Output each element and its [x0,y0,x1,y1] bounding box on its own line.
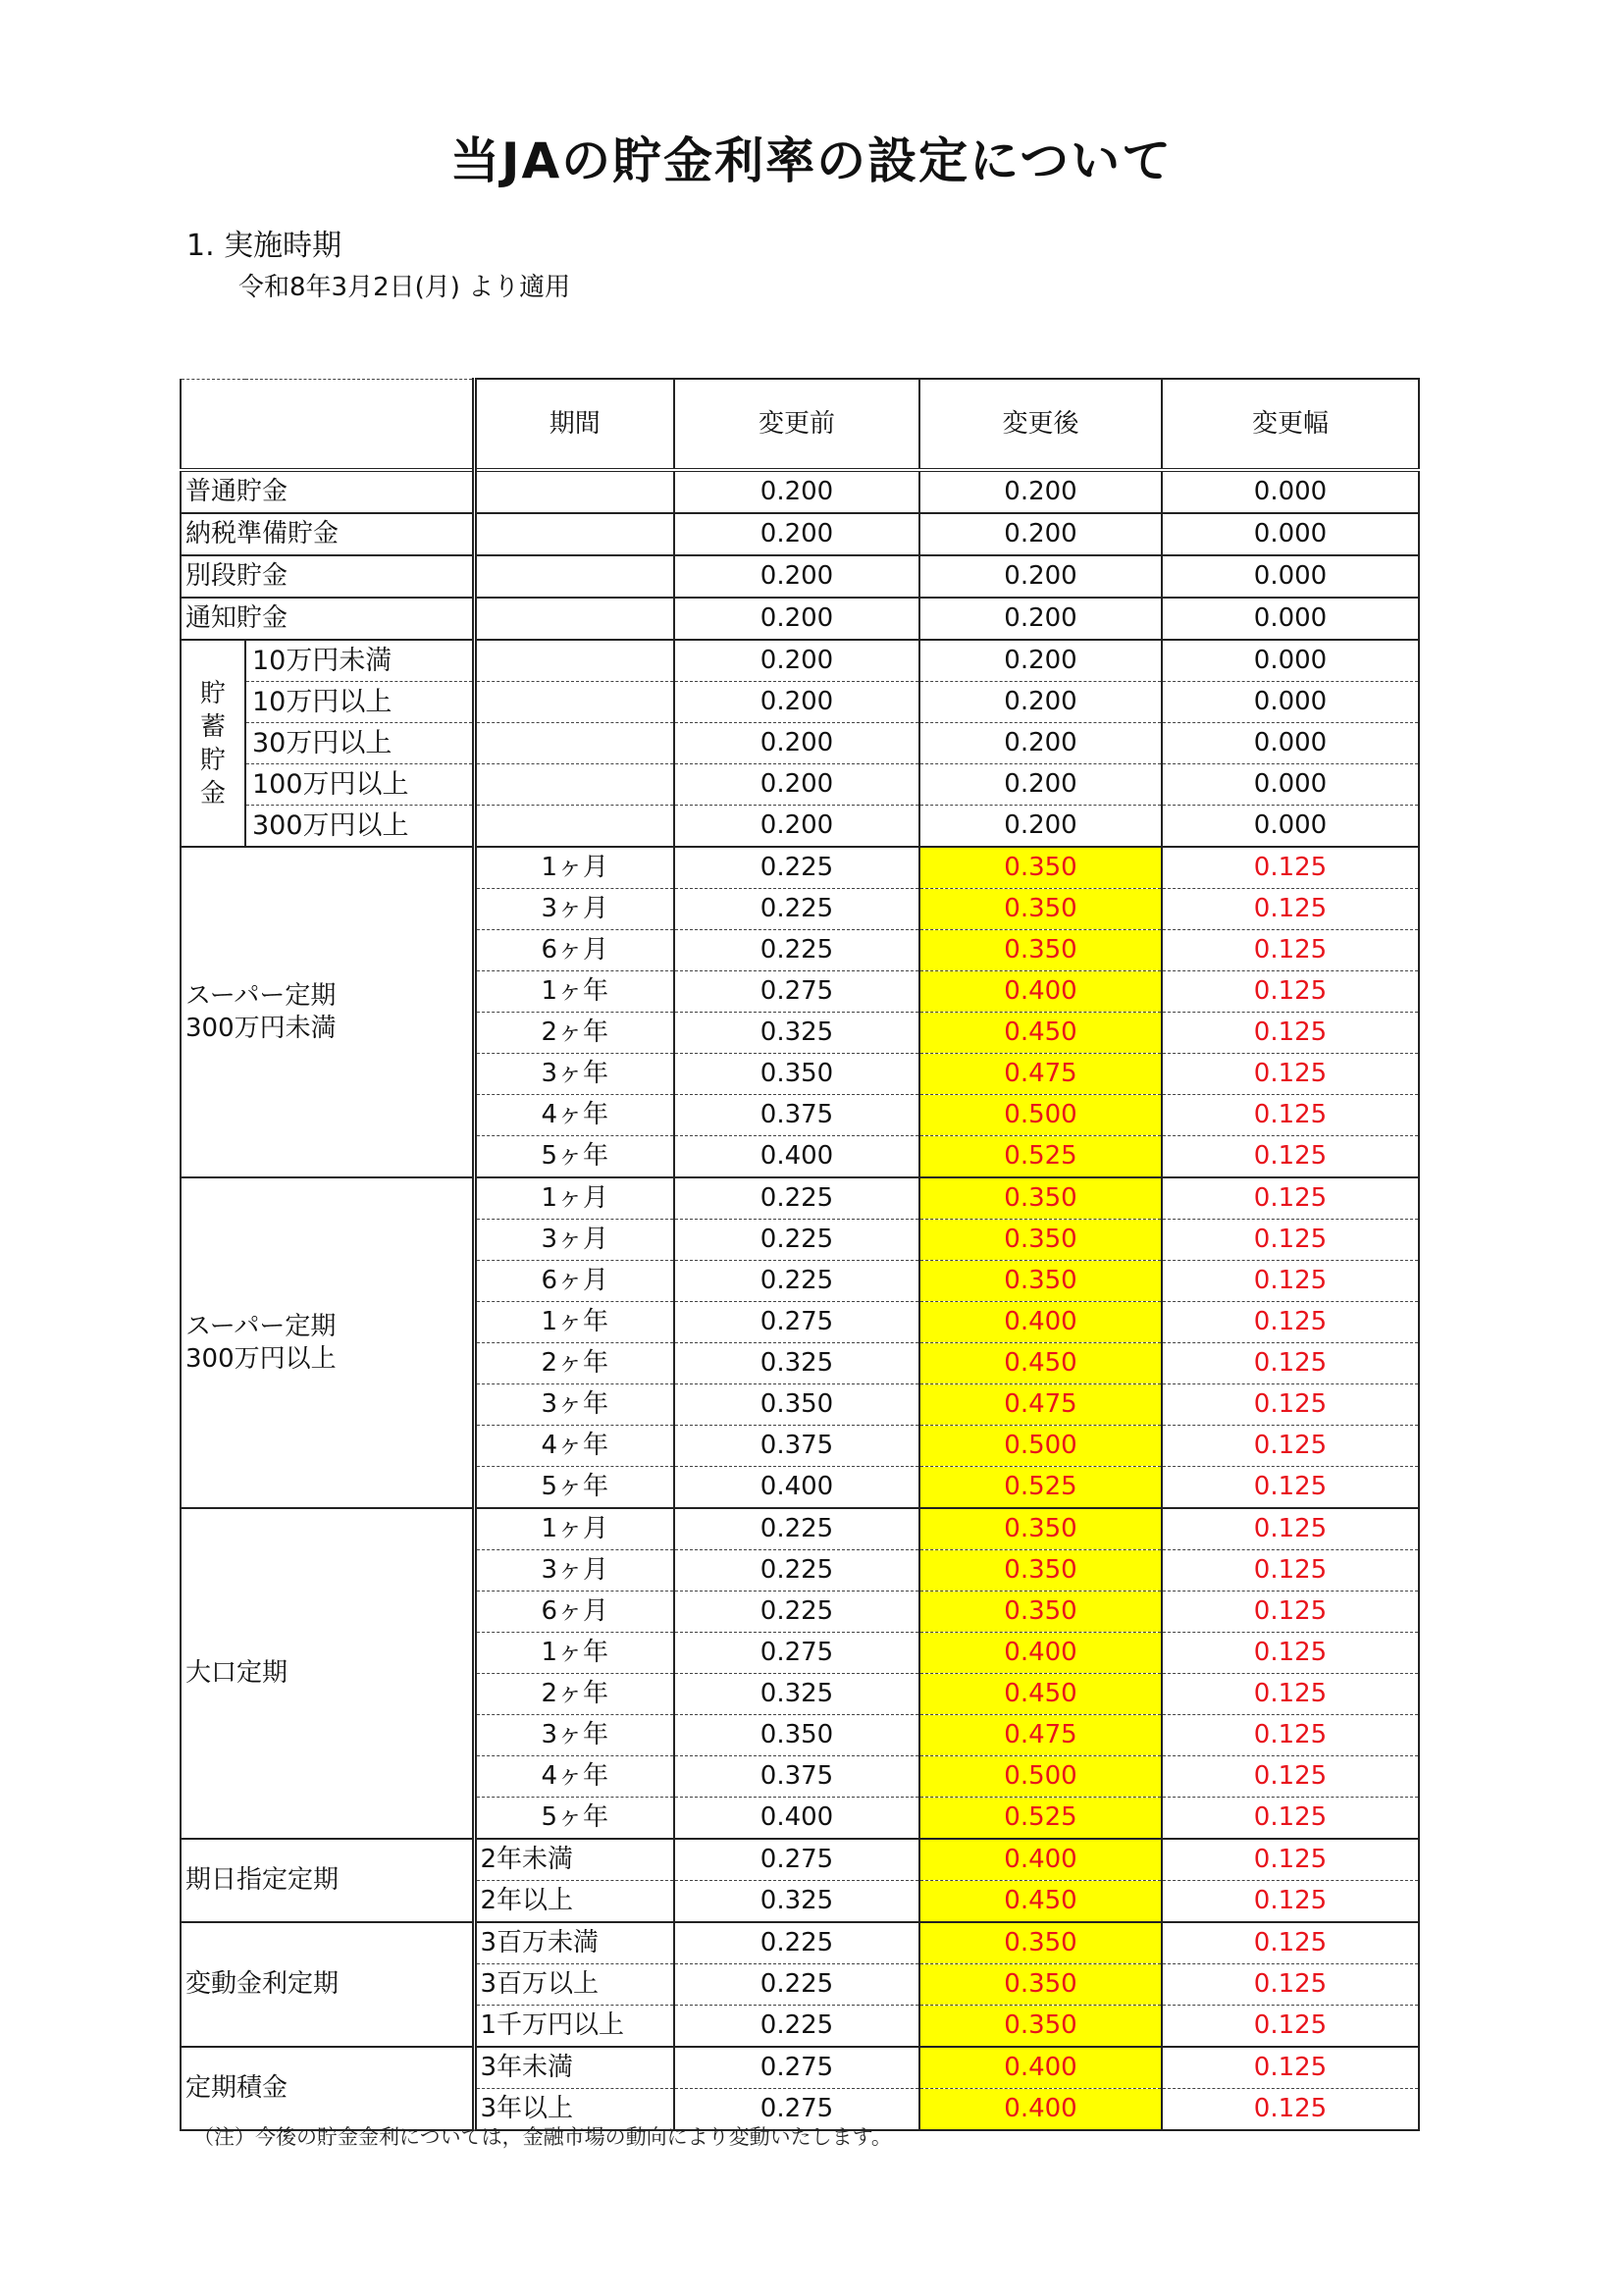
before-rate: 0.200 [674,806,919,848]
before-rate: 0.225 [674,1220,919,1261]
header-before: 変更前 [674,379,919,470]
after-rate: 0.350 [919,1964,1162,2006]
section-heading: 1. 実施時期 [186,229,342,263]
rate-change: 0.125 [1162,1136,1419,1178]
period-cell [474,764,674,806]
rate-change: 0.125 [1162,889,1419,930]
interest-rate-table [180,378,1420,2131]
table-row [181,1839,1419,1881]
rate-change: 0.000 [1162,598,1419,640]
rate-change: 0.125 [1162,971,1419,1013]
rate-change: 0.125 [1162,1426,1419,1467]
after-rate: 0.200 [919,555,1162,598]
before-rate: 0.325 [674,1013,919,1054]
before-rate: 0.275 [674,971,919,1013]
deposit-name: 納税準備貯金 [181,513,474,555]
after-rate: 0.400 [919,2047,1162,2089]
table-row [181,470,1419,513]
after-rate: 0.475 [919,1054,1162,1095]
savings-label-char: 貯 [199,745,226,775]
savings-tier: 10万円以上 [245,682,474,723]
after-rate: 0.200 [919,723,1162,764]
savings-label-char: 金 [199,778,226,809]
savings-tier: 10万円未満 [245,640,474,682]
after-rate: 0.525 [919,1467,1162,1509]
before-rate: 0.200 [674,598,919,640]
before-rate: 0.375 [674,1095,919,1136]
rate-change: 0.125 [1162,1756,1419,1798]
period-cell [474,555,674,598]
rate-change: 0.125 [1162,2089,1419,2131]
after-rate: 0.200 [919,513,1162,555]
before-rate: 0.225 [674,1592,919,1633]
before-rate: 0.375 [674,1756,919,1798]
table-row [181,764,1419,806]
rate-change: 0.125 [1162,1839,1419,1881]
after-rate: 0.475 [919,1384,1162,1426]
after-rate: 0.525 [919,1136,1162,1178]
period-cell: 2ヶ年 [474,1013,674,1054]
rate-change: 0.125 [1162,1798,1419,1840]
before-rate: 0.400 [674,1136,919,1178]
after-rate: 0.350 [919,1592,1162,1633]
table-row [181,682,1419,723]
table-row [181,1508,1419,1550]
rate-change: 0.125 [1162,1220,1419,1261]
after-rate: 0.350 [919,2006,1162,2048]
after-rate: 0.350 [919,1220,1162,1261]
after-rate: 0.350 [919,1261,1162,1302]
deposit-name: 別段貯金 [181,555,474,598]
before-rate: 0.225 [674,1922,919,1964]
before-rate: 0.375 [674,1426,919,1467]
table-row [181,555,1419,598]
after-rate: 0.450 [919,1881,1162,1923]
rate-change: 0.125 [1162,1633,1419,1674]
before-rate: 0.275 [674,1633,919,1674]
rate-change: 0.125 [1162,1177,1419,1220]
before-rate: 0.275 [674,1839,919,1881]
period-cell [474,513,674,555]
before-rate: 0.325 [674,1343,919,1384]
after-rate: 0.350 [919,889,1162,930]
before-rate: 0.400 [674,1467,919,1509]
table-row [181,847,1419,889]
deposit-group-name [181,2047,474,2130]
before-rate: 0.200 [674,513,919,555]
footnote: （注）今後の貯金金利については，金融市場の動向により変動いたします。 [193,2125,892,2149]
before-rate: 0.275 [674,2089,919,2131]
period-cell: 3百万以上 [474,1964,674,2006]
period-cell: 2年以上 [474,1881,674,1923]
deposit-group-name-line: スーパー定期 [185,980,337,1011]
rate-change: 0.125 [1162,1384,1419,1426]
after-rate: 0.400 [919,1633,1162,1674]
period-cell [474,598,674,640]
effective-date: 令和8年3月2日(月) より適用 [238,273,571,302]
period-cell: 6ヶ月 [474,930,674,971]
after-rate: 0.450 [919,1343,1162,1384]
rate-change: 0.000 [1162,723,1419,764]
after-rate: 0.525 [919,1798,1162,1840]
period-cell: 1ヶ年 [474,1633,674,1674]
deposit-group-name [181,1839,474,1922]
before-rate: 0.225 [674,889,919,930]
before-rate: 0.350 [674,1384,919,1426]
rate-change: 0.125 [1162,1054,1419,1095]
before-rate: 0.225 [674,1261,919,1302]
period-cell [474,723,674,764]
period-cell: 3ヶ年 [474,1384,674,1426]
before-rate: 0.200 [674,555,919,598]
before-rate: 0.325 [674,1674,919,1715]
period-cell: 1ヶ年 [474,971,674,1013]
period-cell: 1ヶ年 [474,1302,674,1343]
period-cell: 1ヶ月 [474,1177,674,1220]
before-rate: 0.200 [674,640,919,682]
period-cell: 5ヶ年 [474,1136,674,1178]
before-rate: 0.275 [674,1302,919,1343]
table-row [181,723,1419,764]
after-rate: 0.350 [919,1177,1162,1220]
after-rate: 0.200 [919,470,1162,513]
before-rate: 0.275 [674,2047,919,2089]
period-cell: 6ヶ月 [474,1592,674,1633]
deposit-group-name-line: 大口定期 [185,1658,288,1688]
rate-change: 0.125 [1162,930,1419,971]
after-rate: 0.450 [919,1674,1162,1715]
rate-change: 0.125 [1162,1261,1419,1302]
after-rate: 0.200 [919,598,1162,640]
before-rate: 0.225 [674,1550,919,1592]
savings-label-char: 貯 [199,678,226,708]
before-rate: 0.200 [674,723,919,764]
before-rate: 0.225 [674,1177,919,1220]
rate-change: 0.125 [1162,2047,1419,2089]
rate-change: 0.125 [1162,1674,1419,1715]
after-rate: 0.500 [919,1095,1162,1136]
period-cell: 3ヶ月 [474,1220,674,1261]
deposit-group-name [181,1922,474,2047]
before-rate: 0.225 [674,847,919,889]
after-rate: 0.450 [919,1013,1162,1054]
after-rate: 0.200 [919,806,1162,848]
period-cell: 3ヶ月 [474,1550,674,1592]
after-rate: 0.400 [919,1302,1162,1343]
rate-change: 0.125 [1162,847,1419,889]
period-cell [474,806,674,848]
rate-change: 0.125 [1162,1013,1419,1054]
period-cell: 3ヶ年 [474,1715,674,1756]
before-rate: 0.400 [674,1798,919,1840]
rate-change: 0.000 [1162,806,1419,848]
after-rate: 0.400 [919,2089,1162,2131]
rate-change: 0.125 [1162,2006,1419,2048]
table-row [181,513,1419,555]
rate-change: 0.125 [1162,1964,1419,2006]
period-cell: 3百万未満 [474,1922,674,1964]
after-rate: 0.350 [919,1550,1162,1592]
deposit-group-name-line: 変動金利定期 [185,1969,340,1999]
rate-change: 0.000 [1162,555,1419,598]
rate-change: 0.000 [1162,682,1419,723]
before-rate: 0.350 [674,1054,919,1095]
after-rate: 0.500 [919,1426,1162,1467]
deposit-group-name [181,1177,474,1508]
table-row [181,640,1419,682]
before-rate: 0.200 [674,682,919,723]
rate-change: 0.125 [1162,1881,1419,1923]
period-cell: 5ヶ年 [474,1798,674,1840]
header-row [181,379,1419,470]
rate-change: 0.125 [1162,1508,1419,1550]
page-title: 当JAの貯金利率の設定について [449,132,1174,189]
period-cell: 3年未満 [474,2047,674,2089]
savings-label [181,640,245,847]
after-rate: 0.500 [919,1756,1162,1798]
savings-tier: 300万円以上 [245,806,474,848]
period-cell: 3ヶ月 [474,889,674,930]
period-cell: 5ヶ年 [474,1467,674,1509]
table-row [181,1177,1419,1220]
deposit-name: 通知貯金 [181,598,474,640]
rate-change: 0.000 [1162,640,1419,682]
period-cell: 1千万円以上 [474,2006,674,2048]
period-cell: 2ヶ年 [474,1674,674,1715]
after-rate: 0.400 [919,1839,1162,1881]
before-rate: 0.225 [674,1964,919,2006]
rate-change: 0.125 [1162,1095,1419,1136]
period-cell: 4ヶ年 [474,1426,674,1467]
deposit-group-name [181,847,474,1177]
period-cell: 1ヶ月 [474,847,674,889]
deposit-group-name-line: スーパー定期 [185,1311,337,1341]
period-cell: 4ヶ年 [474,1095,674,1136]
before-rate: 0.200 [674,764,919,806]
rate-change: 0.125 [1162,1302,1419,1343]
before-rate: 0.225 [674,930,919,971]
period-cell: 3ヶ年 [474,1054,674,1095]
header-period: 期間 [474,379,674,470]
before-rate: 0.325 [674,1881,919,1923]
after-rate: 0.475 [919,1715,1162,1756]
period-cell: 2年未満 [474,1839,674,1881]
period-cell [474,470,674,513]
after-rate: 0.350 [919,930,1162,971]
rate-change: 0.125 [1162,1715,1419,1756]
rate-change: 0.000 [1162,513,1419,555]
after-rate: 0.350 [919,1508,1162,1550]
period-cell: 1ヶ月 [474,1508,674,1550]
deposit-name: 普通貯金 [181,470,474,513]
after-rate: 0.350 [919,847,1162,889]
period-cell [474,640,674,682]
table-row [181,806,1419,848]
before-rate: 0.200 [674,470,919,513]
rate-change: 0.125 [1162,1467,1419,1509]
before-rate: 0.225 [674,2006,919,2048]
deposit-group-name-line: 300万円以上 [185,1343,337,1374]
period-cell [474,682,674,723]
before-rate: 0.350 [674,1715,919,1756]
after-rate: 0.200 [919,764,1162,806]
table-row [181,598,1419,640]
deposit-group-name-line: 300万円未満 [185,1013,337,1043]
rate-change: 0.125 [1162,1592,1419,1633]
deposit-group-name-line: 期日指定定期 [185,1865,340,1895]
period-cell: 4ヶ年 [474,1756,674,1798]
rate-change: 0.125 [1162,1343,1419,1384]
after-rate: 0.400 [919,971,1162,1013]
deposit-group-name [181,1508,474,1839]
header-after: 変更後 [919,379,1162,470]
savings-tier: 30万円以上 [245,723,474,764]
deposit-group-name-line: 定期積金 [185,2073,288,2103]
after-rate: 0.200 [919,682,1162,723]
rate-change: 0.125 [1162,1550,1419,1592]
after-rate: 0.200 [919,640,1162,682]
rate-change: 0.000 [1162,764,1419,806]
header-blank-cell [181,379,474,470]
header-diff: 変更幅 [1162,379,1419,470]
period-cell: 6ヶ月 [474,1261,674,1302]
after-rate: 0.350 [919,1922,1162,1964]
rate-change: 0.125 [1162,1922,1419,1964]
period-cell: 2ヶ年 [474,1343,674,1384]
savings-label-char: 蓄 [199,711,226,742]
rate-change: 0.000 [1162,470,1419,513]
period-cell: 3年以上 [474,2089,674,2131]
table-row [181,2047,1419,2089]
savings-tier: 100万円以上 [245,764,474,806]
table-row [181,1922,1419,1964]
before-rate: 0.225 [674,1508,919,1550]
